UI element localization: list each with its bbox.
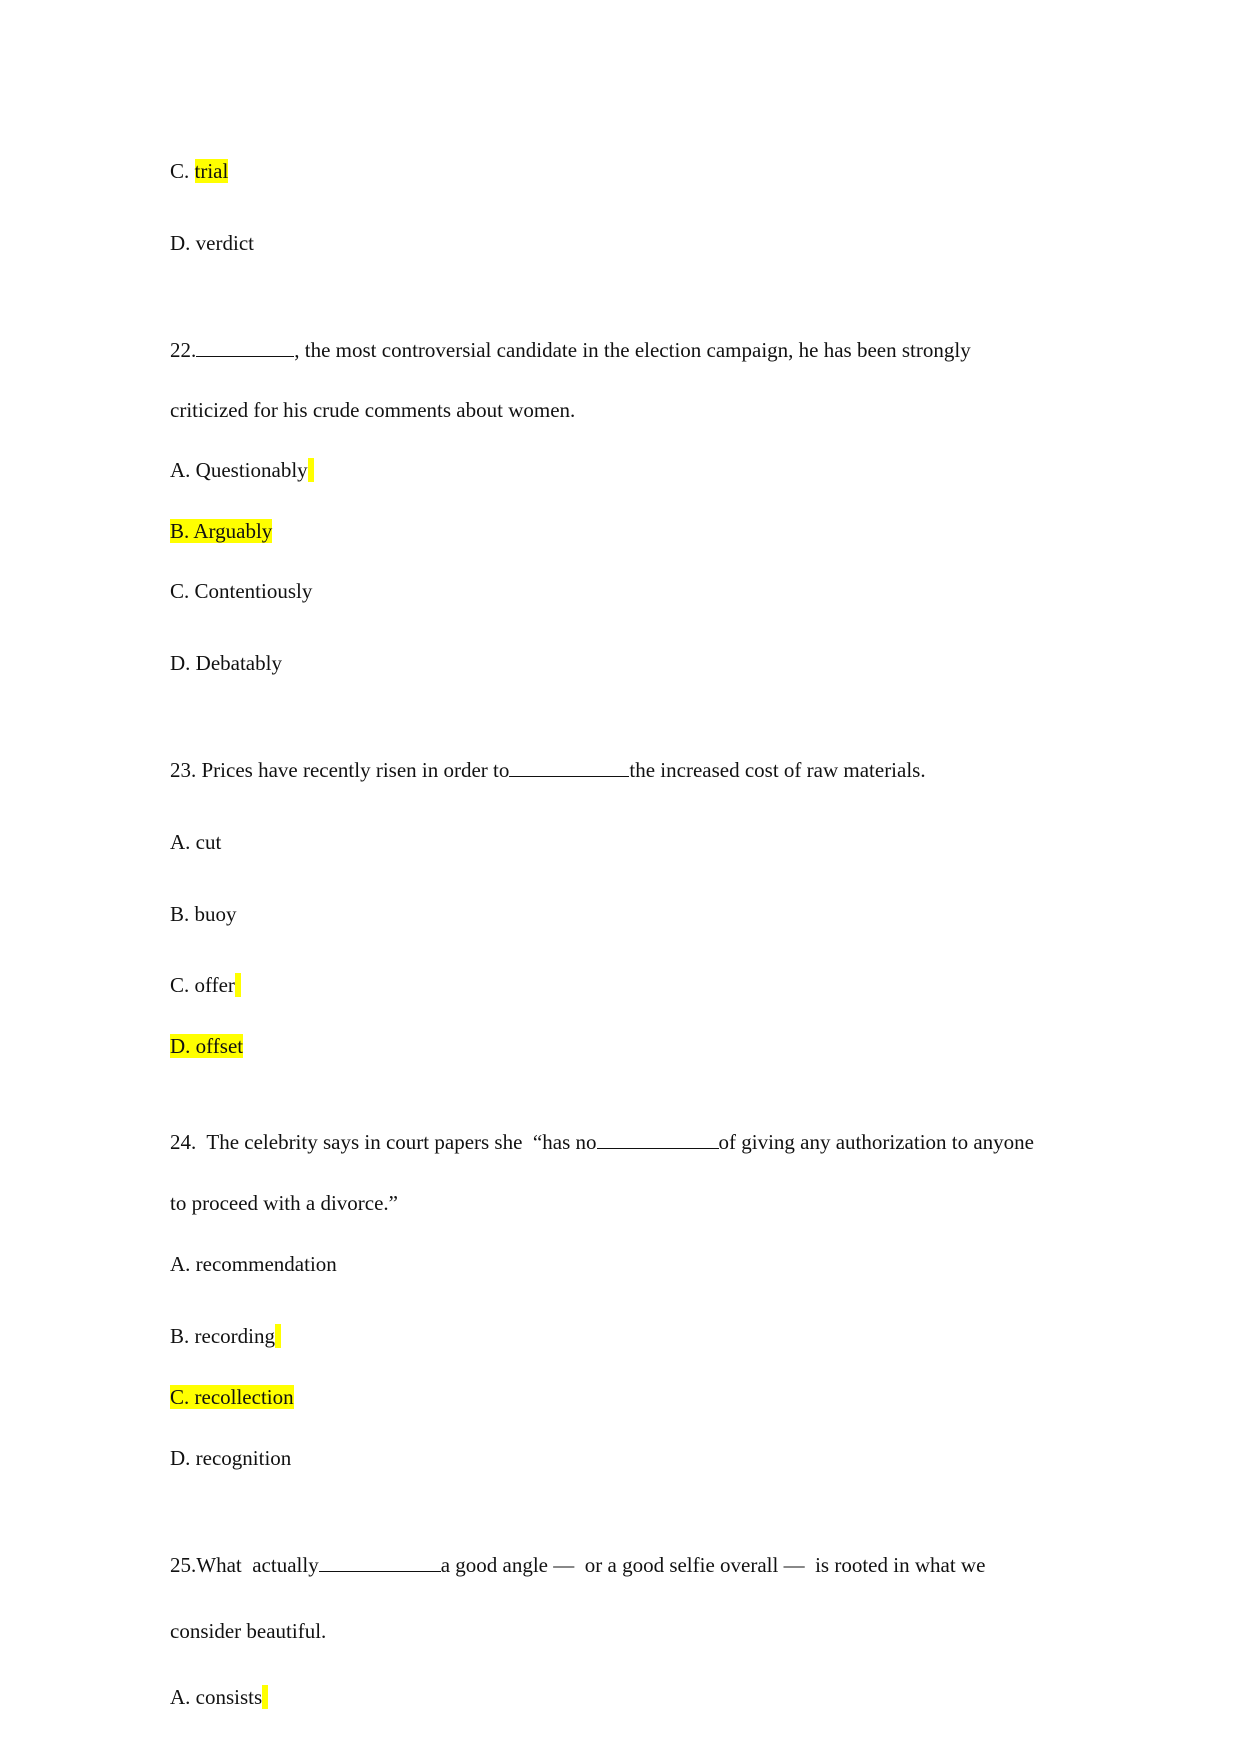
- q21-option-c-word-highlighted: trial: [194, 159, 229, 183]
- q21-option-c-prefix: C.: [170, 159, 195, 183]
- q24-option-c-highlighted: C. recollection: [170, 1385, 294, 1409]
- q24-option-a: A. recommendation: [170, 1252, 337, 1276]
- highlight-mark: [275, 1324, 281, 1348]
- q24-stem-after: of giving any authorization to anyone: [718, 1130, 1035, 1154]
- q25-stem-before: 25.What actually: [170, 1553, 319, 1577]
- q22-stem-line1: [170, 336, 971, 364]
- q24-stem-line2: to proceed with a divorce.”: [170, 1191, 398, 1215]
- q24-stem-before: 24. The celebrity says in court papers she “has no: [170, 1130, 597, 1154]
- q23-stem: [170, 756, 926, 784]
- q22-stem-text: , the most controversial candidate in the election campaign, he has been strongly: [294, 338, 971, 362]
- highlight-mark: [308, 458, 314, 482]
- q24-answer-blank: [597, 1128, 719, 1149]
- q23-option-c-label: C. offer: [170, 973, 235, 997]
- highlight-mark: [235, 973, 241, 997]
- q25-option-a: [170, 1683, 268, 1711]
- q25-stem-line1: [170, 1551, 985, 1579]
- q23-option-d-highlighted: D. offset: [170, 1034, 244, 1058]
- q22-stem-line2: criticized for his crude comments about women.: [170, 398, 576, 422]
- q22-option-b: [170, 517, 272, 545]
- q24-option-b: [170, 1322, 281, 1350]
- q25-stem-after: a good angle — or a good selfie overall — is rooted in what we: [440, 1553, 986, 1577]
- q22-option-a: [170, 456, 314, 484]
- q23-option-b: B. buoy: [170, 902, 237, 926]
- q23-option-c: [170, 971, 241, 999]
- q23-stem-before: 23. Prices have recently risen in order to: [170, 758, 510, 782]
- q22-option-a-label: A. Questionably: [170, 458, 308, 482]
- q24-option-d: D. recognition: [170, 1446, 292, 1470]
- q23-option-d: [170, 1032, 243, 1060]
- q22-option-c: C. Contentiously: [170, 579, 313, 603]
- q22-option-b-highlighted: B. Arguably: [170, 519, 273, 543]
- q22-option-d: D. Debatably: [170, 651, 282, 675]
- q24-option-b-label: B. recording: [170, 1324, 275, 1348]
- highlight-mark: [262, 1685, 268, 1709]
- q23-option-a: A. cut: [170, 830, 222, 854]
- q25-option-a-label: A. consists: [170, 1685, 263, 1709]
- q21-option-d: D. verdict: [170, 231, 254, 255]
- q22-number: 22.: [170, 338, 197, 362]
- q21-option-c: [170, 157, 228, 185]
- q24-stem-line1: [170, 1128, 1034, 1156]
- q22-answer-blank: [196, 336, 294, 357]
- q25-stem-line2: consider beautiful.: [170, 1619, 327, 1643]
- q24-option-c: [170, 1383, 294, 1411]
- q23-stem-after: the increased cost of raw materials.: [629, 758, 926, 782]
- q25-answer-blank: [319, 1551, 441, 1572]
- q23-answer-blank: [509, 756, 629, 777]
